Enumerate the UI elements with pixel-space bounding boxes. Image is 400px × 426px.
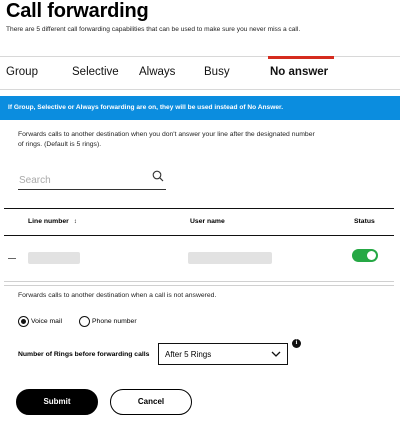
tab-bar <box>0 56 400 90</box>
column-header-user-name: User name <box>190 218 225 225</box>
section-divider <box>4 285 394 286</box>
radio-label-phone-number: Phone number <box>92 318 137 325</box>
table-header <box>4 208 394 236</box>
tab-group[interactable]: Group <box>6 66 38 78</box>
column-header-line-number[interactable] <box>28 218 77 225</box>
cancel-button[interactable]: Cancel <box>110 389 192 415</box>
tab-selective[interactable]: Selective <box>72 66 119 78</box>
redacted-user-name <box>188 252 272 264</box>
tab-always[interactable]: Always <box>139 66 176 78</box>
tab-busy[interactable]: Busy <box>204 66 230 78</box>
redacted-line-number <box>28 252 80 264</box>
info-icon[interactable]: i <box>292 339 301 348</box>
no-answer-description: Forwards calls to another destination when you don't answer your line after the designated number of rings. (Default is 5 rings). <box>18 131 315 148</box>
table-row <box>4 236 394 282</box>
column-header-status: Status <box>354 218 375 225</box>
toggle-knob <box>367 251 376 260</box>
search-box <box>18 168 166 190</box>
forward-description: Forwards calls to another destination when a call is not answered. <box>18 292 217 299</box>
radio-circle-phone-number[interactable] <box>79 316 90 327</box>
radio-circle-voice-mail[interactable] <box>18 316 29 327</box>
active-tab-indicator <box>268 56 334 59</box>
page-subtitle: There are 5 different call forwarding capabilities that can be used to make sure you never miss a call. <box>6 26 301 33</box>
row-dash <box>8 258 16 259</box>
rings-label: Number of Rings before forwarding calls <box>18 351 150 358</box>
status-toggle[interactable] <box>352 249 378 262</box>
page-title: Call forwarding <box>6 0 149 22</box>
line-number-header-label: Line number <box>28 218 69 225</box>
radio-label-voice-mail: Voice mail <box>31 318 62 325</box>
info-banner: If Group, Selective or Always forwarding are on, they will be used instead of No Answer. <box>0 96 400 120</box>
chevron-down-icon <box>271 350 281 358</box>
submit-button[interactable]: Submit <box>16 389 98 415</box>
tab-no-answer[interactable]: No answer <box>270 66 329 78</box>
rings-select-value: After 5 Rings <box>165 350 212 359</box>
search-input[interactable] <box>19 173 139 187</box>
sort-icon[interactable]: ↕ <box>73 219 77 225</box>
radio-phone-number[interactable] <box>79 316 179 330</box>
rings-select[interactable] <box>158 343 288 365</box>
search-icon[interactable] <box>152 170 164 182</box>
